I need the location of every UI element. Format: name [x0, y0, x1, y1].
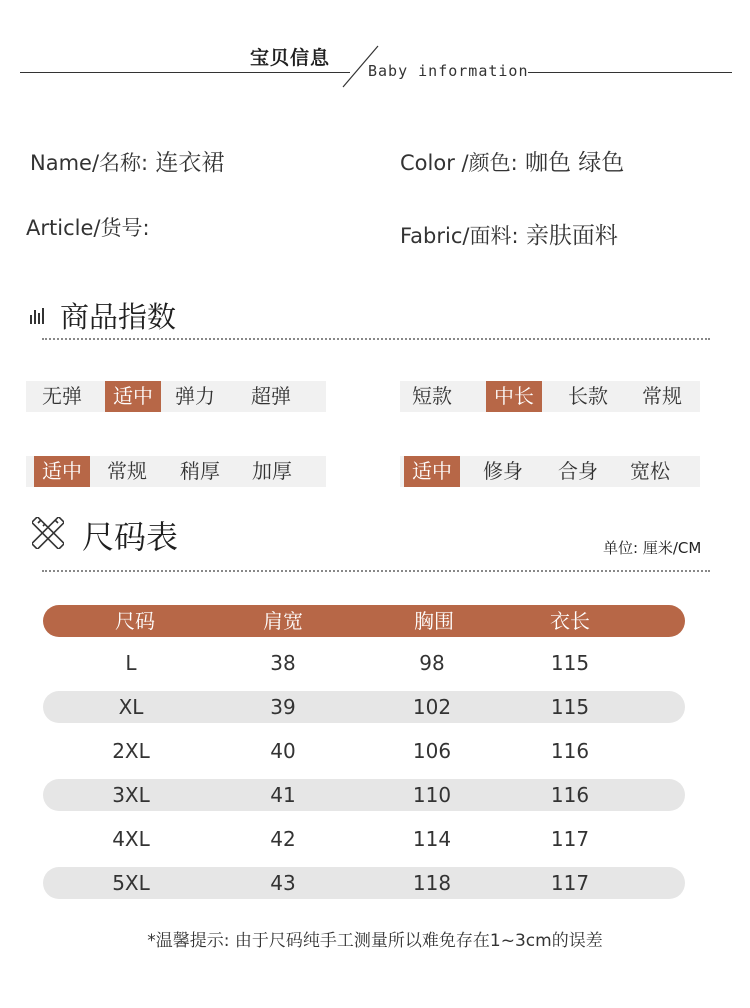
header-cell: 尺码: [115, 609, 155, 633]
bust-cell: 118: [412, 871, 452, 895]
fit-option[interactable]: 宽松: [630, 459, 670, 483]
length-cell: 117: [550, 827, 590, 851]
header-cell: 肩宽: [263, 609, 303, 633]
size-divider: [42, 570, 710, 572]
unit-label: 单位: 厘米/CM: [603, 539, 702, 557]
info-color: [400, 144, 624, 177]
info-article: [26, 212, 150, 242]
info-name: [30, 144, 224, 177]
shoulder-cell: 41: [270, 783, 296, 807]
size-cell: XL: [118, 695, 144, 719]
elasticity-option[interactable]: 无弹: [42, 384, 82, 408]
measurement-note: *温馨提示: 由于尺码纯手工测量所以难免存在1~3cm的误差: [147, 931, 603, 951]
size-cell: 4XL: [112, 827, 150, 851]
header-cell: 胸围: [414, 609, 454, 633]
header-divider-right: [528, 72, 732, 73]
thickness-group: [26, 456, 326, 487]
elasticity-option[interactable]: 弹力: [175, 384, 215, 408]
bust-cell: 110: [412, 783, 452, 807]
name-label: Name/名称:: [30, 151, 149, 175]
name-value: 连衣裙: [155, 150, 225, 176]
fabric-value: 亲肤面料: [525, 223, 618, 249]
thickness-option[interactable]: 加厚: [252, 459, 292, 483]
length-option[interactable]: 短款: [412, 384, 452, 408]
shoulder-cell: 42: [270, 827, 296, 851]
table-row: [43, 779, 685, 811]
length-cell: 116: [550, 783, 590, 807]
bust-cell: 106: [412, 739, 452, 763]
ruler-pencil-icon: [32, 517, 64, 549]
fit-option[interactable]: 合身: [558, 459, 598, 483]
bust-cell: 98: [419, 651, 445, 675]
length-group: [400, 381, 700, 412]
header-divider-left: [20, 72, 350, 73]
table-row: [43, 647, 685, 679]
color-value: 咖色 绿色: [524, 150, 625, 176]
thickness-option[interactable]: 常规: [107, 459, 147, 483]
shoulder-cell: 40: [270, 739, 296, 763]
length-cell: 117: [550, 871, 590, 895]
elasticity-option[interactable]: 适中: [105, 381, 161, 412]
bust-cell: 114: [412, 827, 452, 851]
length-option[interactable]: 长款: [568, 384, 608, 408]
article-label: Article/货号:: [26, 216, 150, 240]
length-cell: 115: [550, 651, 590, 675]
table-row: [43, 867, 685, 899]
length-option[interactable]: 中长: [486, 381, 542, 412]
shoulder-cell: 39: [270, 695, 296, 719]
size-cell: 3XL: [112, 783, 150, 807]
size-cell: L: [125, 651, 137, 675]
table-row: [43, 735, 685, 767]
size-chart-title: 尺码表: [82, 518, 179, 556]
header-subtitle: Baby information: [368, 62, 529, 80]
thickness-option[interactable]: 适中: [34, 456, 90, 487]
elasticity-group: [26, 381, 326, 412]
fit-option[interactable]: 修身: [483, 459, 523, 483]
thickness-option[interactable]: 稍厚: [180, 459, 220, 483]
size-table-header: [43, 605, 685, 637]
table-row: [43, 823, 685, 855]
length-option[interactable]: 常规: [642, 384, 682, 408]
elasticity-option[interactable]: 超弹: [251, 384, 291, 408]
size-cell: 2XL: [112, 739, 150, 763]
fabric-label: Fabric/面料:: [400, 224, 519, 248]
bust-cell: 102: [412, 695, 452, 719]
index-divider: [42, 338, 710, 340]
info-fabric: [400, 217, 618, 250]
shoulder-cell: 38: [270, 651, 296, 675]
fit-option[interactable]: 适中: [404, 456, 460, 487]
color-label: Color /颜色:: [400, 151, 518, 175]
table-row: [43, 691, 685, 723]
fit-group: [400, 456, 700, 487]
header-cell: 衣长: [550, 609, 590, 633]
header-title: 宝贝信息: [250, 47, 331, 69]
size-cell: 5XL: [112, 871, 150, 895]
index-title: 商品指数: [60, 300, 177, 334]
length-cell: 116: [550, 739, 590, 763]
length-cell: 115: [550, 695, 590, 719]
shoulder-cell: 43: [270, 871, 296, 895]
bar-chart-icon: [30, 306, 48, 324]
